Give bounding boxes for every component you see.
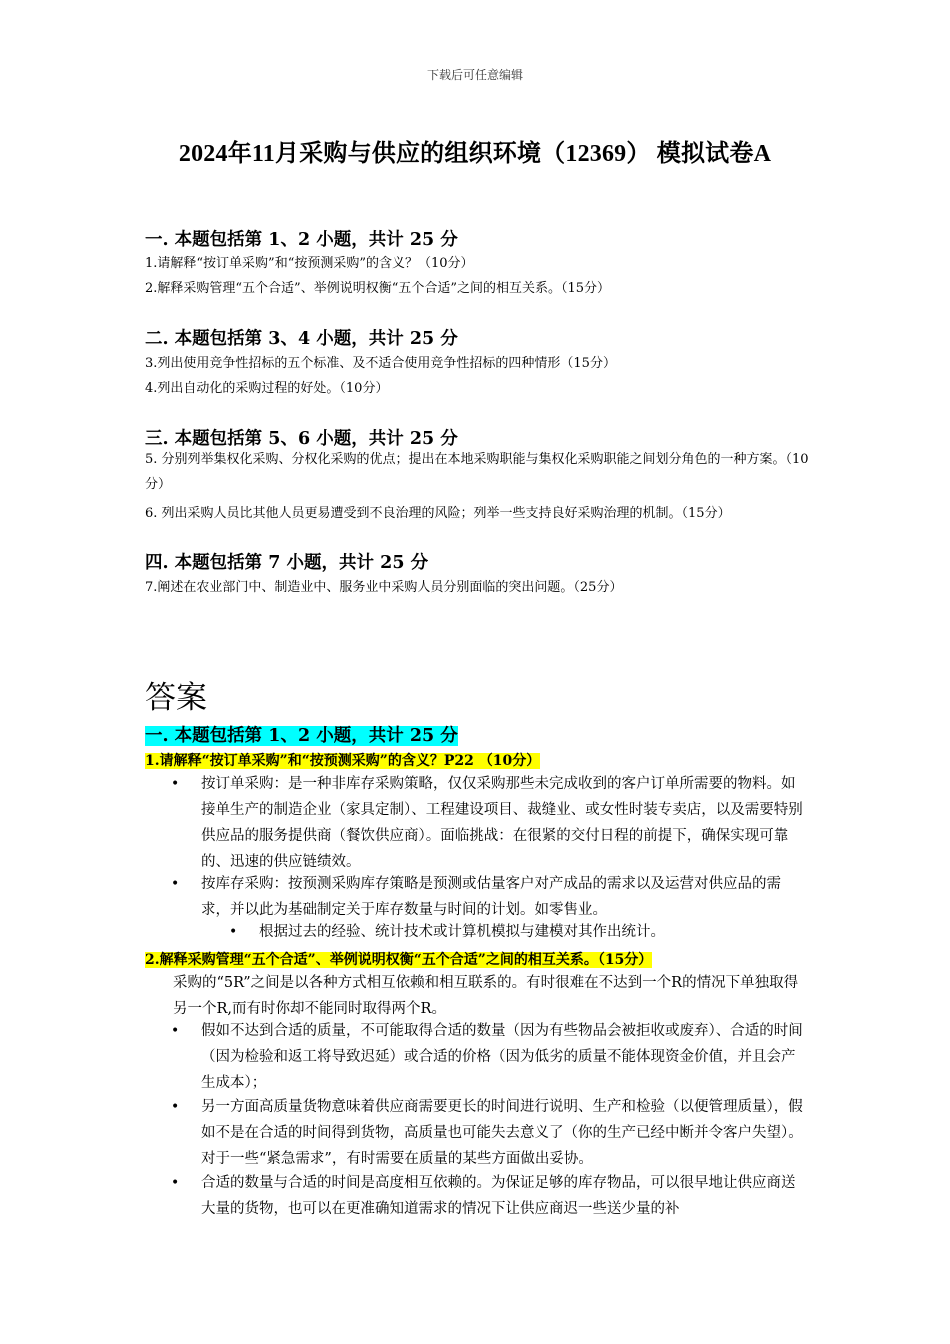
answer-1-bullet-2: 按库存采购：按预测采购库存策略是预测或估量客户对产成品的需求以及运营对供应品的需求，并以此为基础制定关于库存数量与时间的计划。如零售业。 xyxy=(201,876,781,918)
bullet-icon: • xyxy=(171,776,180,792)
question-2: 2.解释采购管理“五个合适”、举例说明权衡“五个合适”之间的相互关系。（15分） xyxy=(145,281,611,296)
section-4-heading: 四. 本题包括第 7 小题，共计 25 分 xyxy=(145,553,429,573)
question-1: 1.请解释“按订单采购”和“按预测采购”的含义？（10分） xyxy=(145,256,474,271)
question-7: 7.阐述在农业部门中、制造业中、服务业中采购人员分别面临的突出问题。（25分） xyxy=(145,580,623,595)
answers-title: 答案 xyxy=(145,680,207,716)
answer-2-heading-text: 2.解释采购管理“五个合适”、举例说明权衡“五个合适”之间的相互关系。（15分） xyxy=(145,952,653,968)
document-title: 2024年11月采购与供应的组织环境（12369） 模拟试卷A xyxy=(178,141,772,167)
answer-1-heading xyxy=(145,750,540,770)
section-3-heading: 三. 本题包括第 5、6 小题，共计 25 分 xyxy=(145,429,458,449)
answer-2-intro: 采购的“5R”之间是以各种方式相互依赖和相互联系的。有时很难在不达到一个R的情况下单独取得另一个R,而有时你却不能同时取得两个R。 xyxy=(173,975,799,1017)
header-note: 下载后可任意编辑 xyxy=(426,68,523,82)
section-2-heading: 二. 本题包括第 3、4 小题，共计 25 分 xyxy=(145,329,458,349)
question-5: 5. 分别列举集权化采购、分权化采购的优点；提出在本地采购职能与集权化采购职能之间划分角色的一种方案。（10分） xyxy=(145,452,809,492)
question-6: 6. 列出采购人员比其他人员更易遭受到不良治理的风险；列举一些支持良好采购治理的机制。（15分） xyxy=(145,506,731,521)
answer-2-bullet-3: 合适的数量与合适的时间是高度相互依赖的。为保证足够的库存物品，可以很早地让供应商送大量的货物，也可以在更准确知道需求的情况下让供应商迟一些送少量的补 xyxy=(201,1175,796,1217)
answer-1-sub-bullet: 根据过去的经验、统计技术或计算机模拟与建模对其作出统计。 xyxy=(259,924,665,940)
answer-2-heading xyxy=(145,949,652,969)
question-3: 3.列出使用竞争性招标的五个标准、及不适合使用竞争性招标的四种情形（15分） xyxy=(145,356,616,371)
bullet-icon: • xyxy=(171,876,180,892)
section-1-heading: 一. 本题包括第 1、2 小题，共计 25 分 xyxy=(145,230,458,250)
bullet-icon: • xyxy=(171,1099,180,1115)
answer-1-heading-text: 1.请解释“按订单采购”和“按预测采购”的含义？P22 （10分） xyxy=(145,753,541,769)
bullet-icon: • xyxy=(171,1175,180,1191)
question-4: 4.列出自动化的采购过程的好处。（10分） xyxy=(145,381,389,396)
bullet-icon: • xyxy=(171,1023,180,1039)
bullet-icon: • xyxy=(229,924,238,940)
answers-section-1-heading-text: 一. 本题包括第 1、2 小题，共计 25 分 xyxy=(145,726,458,746)
answer-2-bullet-2: 另一方面高质量货物意味着供应商需要更长的时间进行说明、生产和检验（以便管理质量），假如不是在合适的时间得到货物，高质量也可能失去意义了（你的生产已经中断并令客户失望）。对于一些“紧急需求”，有时需要在质量的某些方面做出妥协。 xyxy=(201,1099,803,1167)
answer-2-bullet-1: 假如不达到合适的质量，不可能取得合适的数量（因为有些物品会被拒收或废弃）、合适的时间（因为检验和返工将导致迟延）或合适的价格（因为低劣的质量不能体现资金价值，并且会产生成本）； xyxy=(201,1023,803,1091)
answer-1-bullet-1: 按订单采购：是一种非库存采购策略，仅仅采购那些未完成收到的客户订单所需要的物料。如接单生产的制造企业（家具定制）、工程建设项目、裁缝业、或女性时装专卖店，以及需要特别供应品的服务提供商（餐饮供应商）。面临挑战：在很紧的交付日程的前提下，确保实现可靠的、迅速的供应链绩效。 xyxy=(201,776,803,870)
answers-section-1-heading xyxy=(145,722,458,747)
